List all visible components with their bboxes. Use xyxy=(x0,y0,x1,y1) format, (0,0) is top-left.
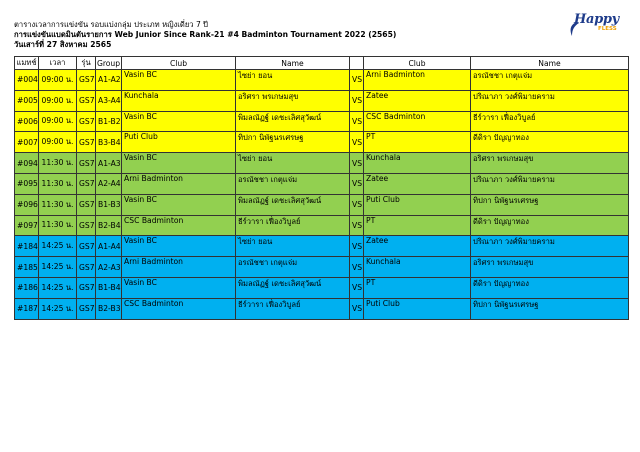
player1-club: Puti Club xyxy=(122,132,236,153)
player1-name: อรณัชชา เกตุแจ่ม xyxy=(236,257,350,278)
match-time: 09:00 น. xyxy=(39,132,77,153)
match-round: GS7 xyxy=(77,194,96,215)
player1-club: Kunchala xyxy=(122,90,236,111)
player2-name: ดีดิรา ปัญญาทอง xyxy=(471,277,629,298)
player2-name: ปริณาภา วงศ์พิมายคราม xyxy=(471,173,629,194)
player2-name: อรณัชชา เกตุแจ่ม xyxy=(471,70,629,91)
col-header-club2: Club xyxy=(364,57,471,70)
match-round: GS7 xyxy=(77,298,96,319)
match-id: #184 xyxy=(15,236,39,257)
versus-label: VS xyxy=(350,111,364,132)
match-group: A1-A3 xyxy=(96,153,122,174)
col-header-name2: Name xyxy=(471,57,629,70)
player1-club: CSC Badminton xyxy=(122,215,236,236)
match-id: #097 xyxy=(15,215,39,236)
versus-label: VS xyxy=(350,194,364,215)
match-round: GS7 xyxy=(77,236,96,257)
player1-name: ไซย่า ยอน xyxy=(236,70,350,91)
player1-club: Vasin BC xyxy=(122,111,236,132)
player2-name: ปริณาภา วงศ์พิมายคราม xyxy=(471,90,629,111)
match-time: 14:25 น. xyxy=(39,277,77,298)
match-id: #004 xyxy=(15,70,39,91)
player2-name: ทิปกา นิพัฐนรเศรษฐ xyxy=(471,298,629,319)
table-row xyxy=(15,215,629,236)
versus-label: VS xyxy=(350,277,364,298)
player2-name: ดีดิรา ปัญญาทอง xyxy=(471,215,629,236)
match-id: #006 xyxy=(15,111,39,132)
match-round: GS7 xyxy=(77,173,96,194)
table-row xyxy=(15,298,629,319)
player1-club: Vasin BC xyxy=(122,277,236,298)
match-time: 11:30 น. xyxy=(39,173,77,194)
match-id: #096 xyxy=(15,194,39,215)
player2-club: Zatee xyxy=(364,90,471,111)
player2-club: Kunchala xyxy=(364,257,471,278)
player1-club: Arni Badminton xyxy=(122,257,236,278)
col-header-round: รุ่น xyxy=(77,57,96,70)
match-group: B1-B2 xyxy=(96,111,122,132)
match-id: #187 xyxy=(15,298,39,319)
match-round: GS7 xyxy=(77,90,96,111)
match-group: B2-B3 xyxy=(96,298,122,319)
match-time: 09:00 น. xyxy=(39,90,77,111)
player2-club: Kunchala xyxy=(364,153,471,174)
match-id: #095 xyxy=(15,173,39,194)
match-id: #185 xyxy=(15,257,39,278)
match-id: #186 xyxy=(15,277,39,298)
table-row xyxy=(15,111,629,132)
logo-subtext: FLESS xyxy=(598,26,617,32)
versus-label: VS xyxy=(350,153,364,174)
player1-name: ทิปกา นิพัฐนรเศรษฐ xyxy=(236,132,350,153)
happy-fless-logo xyxy=(568,12,630,42)
player2-name: อริศรา พรเกษมสุข xyxy=(471,153,629,174)
table-header-row xyxy=(15,57,629,70)
match-group: A3-A4 xyxy=(96,90,122,111)
player2-club: Puti Club xyxy=(364,298,471,319)
player2-club: Arni Badminton xyxy=(364,70,471,91)
player1-name: ธีร์วารา เฟื่องวิบูลย์ xyxy=(236,298,350,319)
versus-label: VS xyxy=(350,132,364,153)
col-header-club1: Club xyxy=(122,57,236,70)
match-time: 14:25 น. xyxy=(39,257,77,278)
match-group: B3-B4 xyxy=(96,132,122,153)
player2-club: Zatee xyxy=(364,236,471,257)
match-group: B1-B3 xyxy=(96,194,122,215)
event-date: วันเสาร์ที่ 27 สิงหาคม 2565 xyxy=(14,40,112,49)
col-header-vs xyxy=(350,57,364,70)
table-row xyxy=(15,70,629,91)
versus-label: VS xyxy=(350,215,364,236)
match-time: 11:30 น. xyxy=(39,215,77,236)
player2-name: อริศรา พรเกษมสุข xyxy=(471,257,629,278)
match-round: GS7 xyxy=(77,215,96,236)
match-round: GS7 xyxy=(77,257,96,278)
match-time: 14:25 น. xyxy=(39,236,77,257)
player1-name: อรณัชชา เกตุแจ่ม xyxy=(236,173,350,194)
table-row xyxy=(15,277,629,298)
match-schedule-table xyxy=(14,56,629,320)
col-header-name1: Name xyxy=(236,57,350,70)
match-group: A1-A4 xyxy=(96,236,122,257)
document-header xyxy=(14,20,534,50)
versus-label: VS xyxy=(350,298,364,319)
col-header-time: เวลา xyxy=(39,57,77,70)
match-group: B2-B4 xyxy=(96,215,122,236)
logo-brand: Happy xyxy=(574,12,619,27)
player1-name: ไซย่า ยอน xyxy=(236,153,350,174)
player2-club: PT xyxy=(364,132,471,153)
match-round: GS7 xyxy=(77,132,96,153)
player2-club: PT xyxy=(364,277,471,298)
table-row xyxy=(15,173,629,194)
player1-name: ไซย่า ยอน xyxy=(236,236,350,257)
versus-label: VS xyxy=(350,257,364,278)
player2-name: ทิปกา นิพัฐนรเศรษฐ xyxy=(471,194,629,215)
player1-club: Vasin BC xyxy=(122,236,236,257)
player2-club: CSC Badminton xyxy=(364,111,471,132)
player1-club: Arni Badminton xyxy=(122,173,236,194)
player1-club: Vasin BC xyxy=(122,194,236,215)
player1-name: ธีร์วารา เฟื่องวิบูลย์ xyxy=(236,215,350,236)
match-time: 11:30 น. xyxy=(39,194,77,215)
match-id: #094 xyxy=(15,153,39,174)
player2-club: Puti Club xyxy=(364,194,471,215)
versus-label: VS xyxy=(350,70,364,91)
table-row xyxy=(15,132,629,153)
col-header-group: Group xyxy=(96,58,121,68)
table-row xyxy=(15,194,629,215)
match-time: 14:25 น. xyxy=(39,298,77,319)
player1-name: พิมลณัฏฐ์ เดชะเลิศสุวัฒน์ xyxy=(236,277,350,298)
versus-label: VS xyxy=(350,90,364,111)
match-id: #007 xyxy=(15,132,39,153)
schedule-title: ตารางเวลาการแข่งขัน รอบแบ่งกลุ่ม ประเภท หญิงเดี่ยว 7 ปี xyxy=(14,20,209,29)
match-group: B1-B4 xyxy=(96,277,122,298)
match-group: A1-A2 xyxy=(96,70,122,91)
match-time: 09:00 น. xyxy=(39,111,77,132)
player1-name: พิมลณัฏฐ์ เดชะเลิศสุวัฒน์ xyxy=(236,111,350,132)
match-round: GS7 xyxy=(77,153,96,174)
match-time: 09:00 น. xyxy=(39,70,77,91)
table-row xyxy=(15,153,629,174)
player1-club: Vasin BC xyxy=(122,153,236,174)
player2-name: ปริณาภา วงศ์พิมายคราม xyxy=(471,236,629,257)
player1-name: อริศรา พรเกษมสุข xyxy=(236,90,350,111)
table-row xyxy=(15,90,629,111)
player1-club: Vasin BC xyxy=(122,70,236,91)
versus-label: VS xyxy=(350,236,364,257)
table-row xyxy=(15,257,629,278)
player2-name: ดีดิรา ปัญญาทอง xyxy=(471,132,629,153)
match-round: GS7 xyxy=(77,277,96,298)
player2-club: PT xyxy=(364,215,471,236)
match-group: A2-A3 xyxy=(96,257,122,278)
player1-club: CSC Badminton xyxy=(122,298,236,319)
tournament-name: การแข่งขันแบดมินตันรายการ Web Junior Since Rank-21 #4 Badminton Tournament 2022 (2565) xyxy=(14,30,397,39)
col-header-match: แมทช์ xyxy=(15,57,39,70)
versus-label: VS xyxy=(350,173,364,194)
player2-club: Zatee xyxy=(364,173,471,194)
match-time: 11:30 น. xyxy=(39,153,77,174)
player2-name: ธีร์วารา เฟื่องวิบูลย์ xyxy=(471,111,629,132)
table-row xyxy=(15,236,629,257)
player1-name: พิมลณัฏฐ์ เดชะเลิศสุวัฒน์ xyxy=(236,194,350,215)
match-round: GS7 xyxy=(77,111,96,132)
match-id: #005 xyxy=(15,90,39,111)
match-round: GS7 xyxy=(77,70,96,91)
match-group: A2-A4 xyxy=(96,173,122,194)
